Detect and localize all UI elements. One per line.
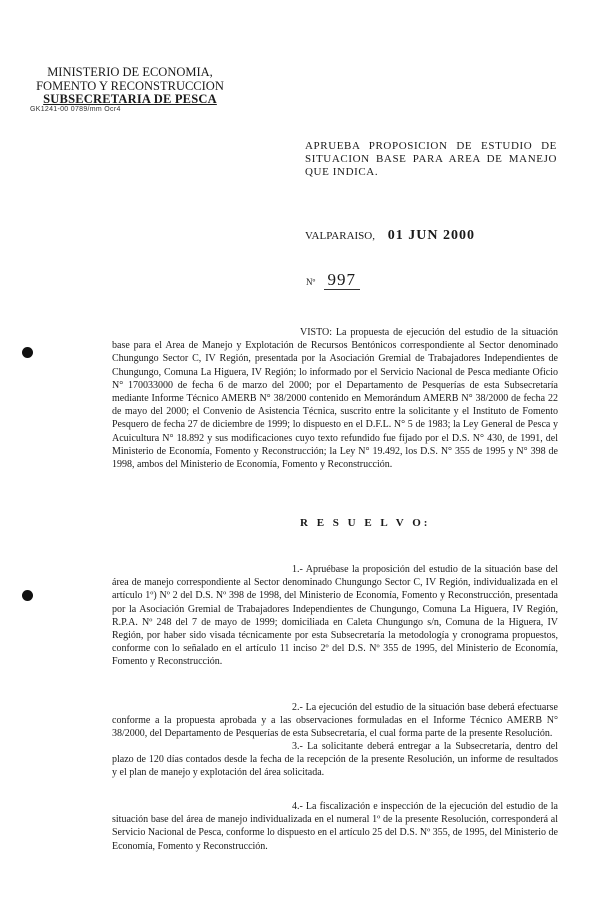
subsecretaria-line: SUBSECRETARIA DE PESCA: [43, 92, 217, 106]
punch-hole-1: [22, 347, 33, 358]
article-4: [112, 800, 558, 853]
place-date: [305, 228, 475, 244]
ministry-line-1: MINISTERIO DE ECONOMIA,: [47, 65, 213, 79]
ministry-line-2: FOMENTO Y RECONSTRUCCION: [36, 78, 224, 93]
article-3-text: 3.- La solicitante deberá entregar a la Subsecretaría, dentro del plazo de 120 días contados desde la fecha de la recepción de la presente Resolución, un informe de resultados y el plan de manejo y explotación del área solicitada.: [112, 741, 558, 779]
resolution-subject: APRUEBA PROPOSICION DE ESTUDIO DE SITUACION BASE PARA AREA DE MANEJO QUE INDICA.: [305, 140, 557, 178]
article-2-text: 2.- La ejecución del estudio de la situación base deberá efectuarse conforme a la propuesta aprobada y a las observaciones formuladas en el Informe Técnico AMERB N° 38/2000, del Departamento de Pesquerías de esta Subsecretaría, el cual forma parte de la presente Resolución.: [112, 702, 558, 740]
ministry-header: [30, 66, 230, 107]
visto-text: VISTO: La propuesta de ejecución del estudio de la situación base para el Area de Manejo y Explotación de Recursos Bentónicos correspondiente al Sector denominado Chungungo Sector C, IV Región, presentada por la Asociación Gremial de Trabajadores Independientes de Chungungo, Comuna La Higuera, IV Región; lo informado por el Servicio Nacional de Pesca mediante Oficio N° 170033000 de fecha 6 de marzo del 2000; por el Departamento de Pesquerías de esta Subsecretaría mediante Informe Técnico AMERB N° 38/2000 contenido en Memorándum AMERB N° 38/2000 de fecha 22 de mayo del 2000; el Convenio de Asistencia Técnica, suscrito entre la solicitante y el Instituto de Fomento Pesquero de fecha 27 de diciembre de 1999; lo dispuesto en el D.F.L. N° 5 de 1983; la Ley General de Pesca y Acuicultura N° 18.892 y sus modificaciones cuyo texto refundido fue fijado por el D.S. N° 430, de 1991, del Ministerio de Economía, Fomento y Reconstrucción; la Ley N° 19.492, los D.S. N° 355 de 1995 y N° 398 de 1998, ambos del Ministerio de Economía, Fomento y Reconstrucción.: [112, 327, 558, 471]
article-2: [112, 701, 558, 741]
number-value: 997: [324, 270, 361, 290]
article-4-text: 4.- La fiscalización e inspección de la ejecución del estudio de la situación base del área de manejo individualizada en el numeral 1º de la presente Resolución, corresponderá al Servicio Nacional de Pesca, conforme lo dispuesto en el artículo 25 del D.S. Nº 355, de 1995, del Ministerio de Economía, Fomento y Reconstrucción.: [112, 801, 558, 852]
article-1-text: 1.- Apruébase la proposición del estudio de la situación base del área de manejo correspondiente al Sector denominado Chungungo Sector C, IV Región, individualizada en el artículo 1º) Nº 2 del D.S. Nº 398 de 1998, del Ministerio de Economía, Fomento y Reconstrucción, presentada por la Asociación Gremial de Trabajadores Independientes de Chungungo, Comuna La Higuera, IV Región, R.P.A. Nº 248 del 7 de mayo de 1999; domiciliada en Caleta Chungungo s/n, Comuna de la Higuera, IV Región, por haber sido visada técnicamente por esta Subsecretaría la metodología y cronograma propuestos, conforme con lo señalado en el artículo 11 inciso 2º del D.S. Nº 355 de 1995, del Ministerio de Economía, Fomento y Reconstrucción.: [112, 564, 558, 668]
resuelvo-heading: R E S U E L V O:: [300, 517, 431, 529]
visto-paragraph: [112, 326, 558, 471]
number-label: Nº: [306, 277, 316, 287]
resolution-number: [306, 270, 360, 290]
reference-code: GK1241-00 0789/mm Ocr4: [30, 106, 121, 113]
date-stamp: 01 JUN 2000: [387, 228, 475, 243]
punch-hole-2: [22, 590, 33, 601]
place-label: VALPARAISO,: [305, 230, 375, 242]
article-1: [112, 563, 558, 669]
article-3: [112, 740, 558, 780]
